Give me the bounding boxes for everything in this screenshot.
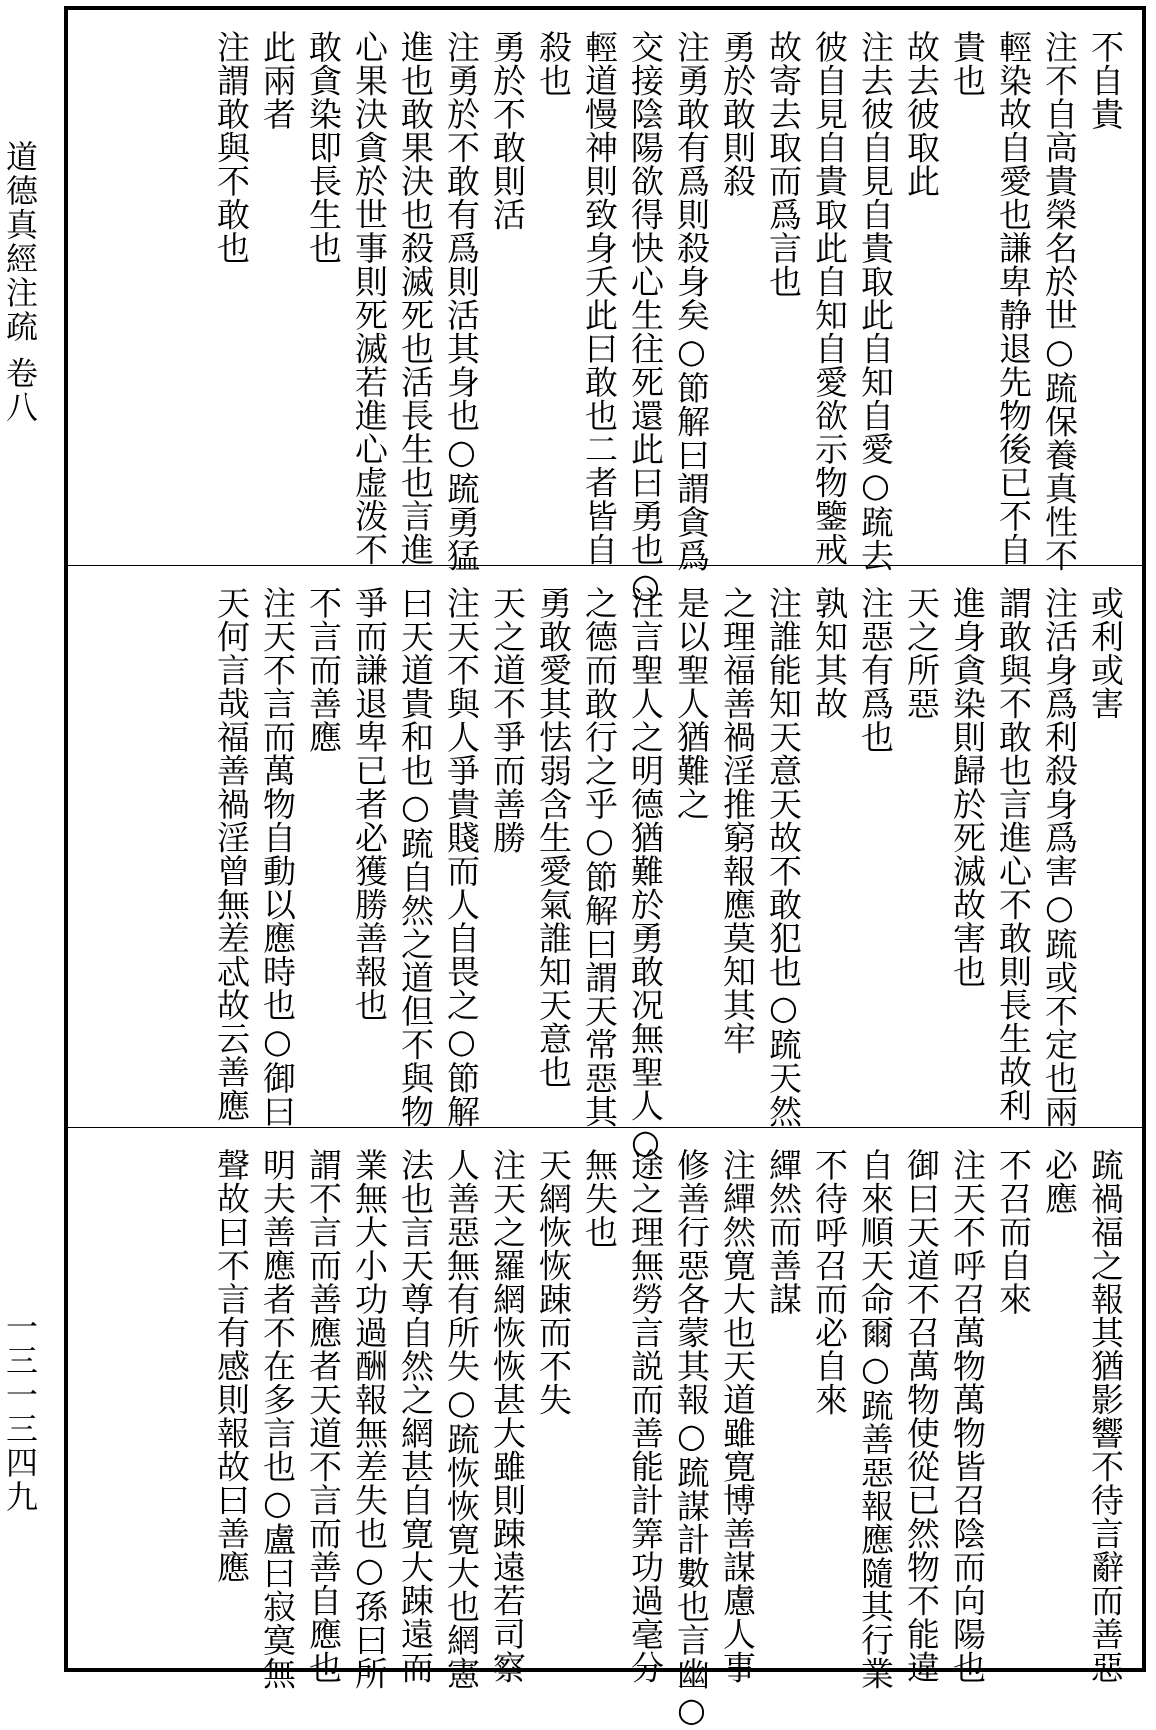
text-column: 之理福善禍淫推窮報應莫知其牢	[718, 586, 757, 1055]
text-column: 注謂敢與不敢也	[212, 30, 251, 265]
text-column: 注勇敢有爲則殺身矣○節解曰謂貪爲	[672, 30, 711, 572]
text-column: 注言聖人之明德猶難於勇敢况無聖人○	[626, 586, 665, 1162]
text-column: 天網恢恢踈而不失	[534, 1148, 573, 1416]
register-top	[68, 10, 1142, 606]
text-column: 之德而敢行之乎○節解曰謂天常惡其	[580, 586, 619, 1128]
text-column: 必應	[1040, 1148, 1079, 1215]
text-column: 注去彼自見自貴取此自知自愛○䟽去	[856, 30, 895, 572]
text-column: 法也言天尊自然之網甚自寛大踈遠而	[396, 1148, 435, 1684]
register-bottom	[68, 1128, 1142, 1730]
text-column: 爭而謙退卑已者必獲勝善報也	[350, 586, 389, 1022]
text-column: 輕染故自愛也謙卑静退先物後已不自	[994, 30, 1033, 566]
text-column: 自來順天命爾○䟽善惡報應隨其行業	[856, 1148, 895, 1690]
text-column: 進也敢果決也殺滅死也活長生也言進	[396, 30, 435, 566]
text-column: 不召而自來	[994, 1148, 1033, 1316]
text-columns	[208, 30, 1128, 606]
text-column: 不言而善應	[304, 586, 343, 754]
text-column: 勇於敢則殺	[718, 30, 757, 198]
text-columns	[208, 1148, 1128, 1730]
text-column: 輕道慢神則致身夭此曰敢也二者皆自	[580, 30, 619, 566]
text-column: 途之理無勞言説而善能計筭功過毫分	[626, 1148, 665, 1684]
text-column: 天之道不爭而善勝	[488, 586, 527, 854]
page-number-margin: 一三一三四九	[1, 1310, 39, 1514]
text-column: 注繟然寛大也天道雖寛博善謀慮人事	[718, 1148, 757, 1684]
text-column: 不待呼召而必自來	[810, 1148, 849, 1416]
text-column: 謂敢與不敢也言進心不敢則長生故利	[994, 586, 1033, 1122]
text-column: 貴也	[948, 30, 987, 97]
text-column: 故寄去取而爲言也	[764, 30, 803, 298]
text-column: 此兩者	[258, 30, 297, 131]
text-column: 交接陰陽欲得快心生往死還此曰勇也○	[626, 30, 665, 606]
text-columns	[208, 586, 1128, 1162]
text-column: 是以聖人猶難之	[672, 586, 711, 821]
text-column: 䟽禍福之報其猶影響不待言辭而善惡	[1086, 1148, 1125, 1684]
text-column: 無失也	[580, 1148, 619, 1249]
text-column: 曰天道貴和也○䟽自然之道但不與物	[396, 586, 435, 1128]
text-column: 聲故曰不言有感則報故曰善應	[212, 1148, 251, 1584]
text-column: 注活身爲利殺身爲害○䟽或不定也兩	[1040, 586, 1079, 1128]
text-column: 彼自見自貴取此自知自愛欲示物鑒戒	[810, 30, 849, 566]
text-column: 御曰天道不召萬物使從已然物不能違	[902, 1148, 941, 1684]
text-column: 注不自高貴榮名於世○䟽保養真性不	[1040, 30, 1079, 572]
text-column: 進身貪染則歸於死滅故害也	[948, 586, 987, 988]
page-frame	[64, 6, 1146, 1730]
text-column: 天何言哉福善禍淫曾無差忒故云善應	[212, 586, 251, 1122]
text-column: 業無大小功過酬報無差失也○孫曰所	[350, 1148, 389, 1690]
text-column: 注天不與人爭貴賤而人自畏之○節解	[442, 586, 481, 1128]
text-column: 注勇於不敢有爲則活其身也○䟽勇猛	[442, 30, 481, 572]
text-column: 故去彼取此	[902, 30, 941, 198]
text-column: 人善惡無有所失○䟽恢恢寛大也網憲	[442, 1148, 481, 1690]
text-column: 或利或害	[1086, 586, 1125, 720]
text-column: 繟然而善謀	[764, 1148, 803, 1316]
book-title-margin: 道德真經注疏 卷八	[1, 140, 39, 425]
text-column: 天之所惡	[902, 586, 941, 720]
text-column: 勇敢愛其怯弱含生愛氣誰知天意也	[534, 586, 573, 1089]
text-column: 殺也	[534, 30, 573, 97]
text-column: 心果決貪於世事則死滅若進心虚泼不	[350, 30, 389, 566]
text-column: 謂不言而善應者天道不言而善自應也	[304, 1148, 343, 1684]
text-column: 不自貴	[1086, 30, 1125, 131]
text-column: 注誰能知天意天故不敢犯也○䟽天然	[764, 586, 803, 1128]
text-column: 孰知其故	[810, 586, 849, 720]
register-middle	[68, 566, 1142, 1162]
text-column: 注天不呼召萬物萬物皆召陰而向陽也	[948, 1148, 987, 1684]
text-column: 注天之羅網恢恢甚大雖則踈遠若司察	[488, 1148, 527, 1684]
text-column: 敢貪染即長生也	[304, 30, 343, 265]
text-column: 注惡有爲也	[856, 586, 895, 754]
text-column: 明夫善應者不在多言也○盧曰寂寞無	[258, 1148, 297, 1690]
text-column: 修善行惡各蒙其報○䟽謀計數也言幽○	[672, 1148, 711, 1730]
text-column: 注天不言而萬物自動以應時也○御曰	[258, 586, 297, 1128]
text-column: 勇於不敢則活	[488, 30, 527, 231]
